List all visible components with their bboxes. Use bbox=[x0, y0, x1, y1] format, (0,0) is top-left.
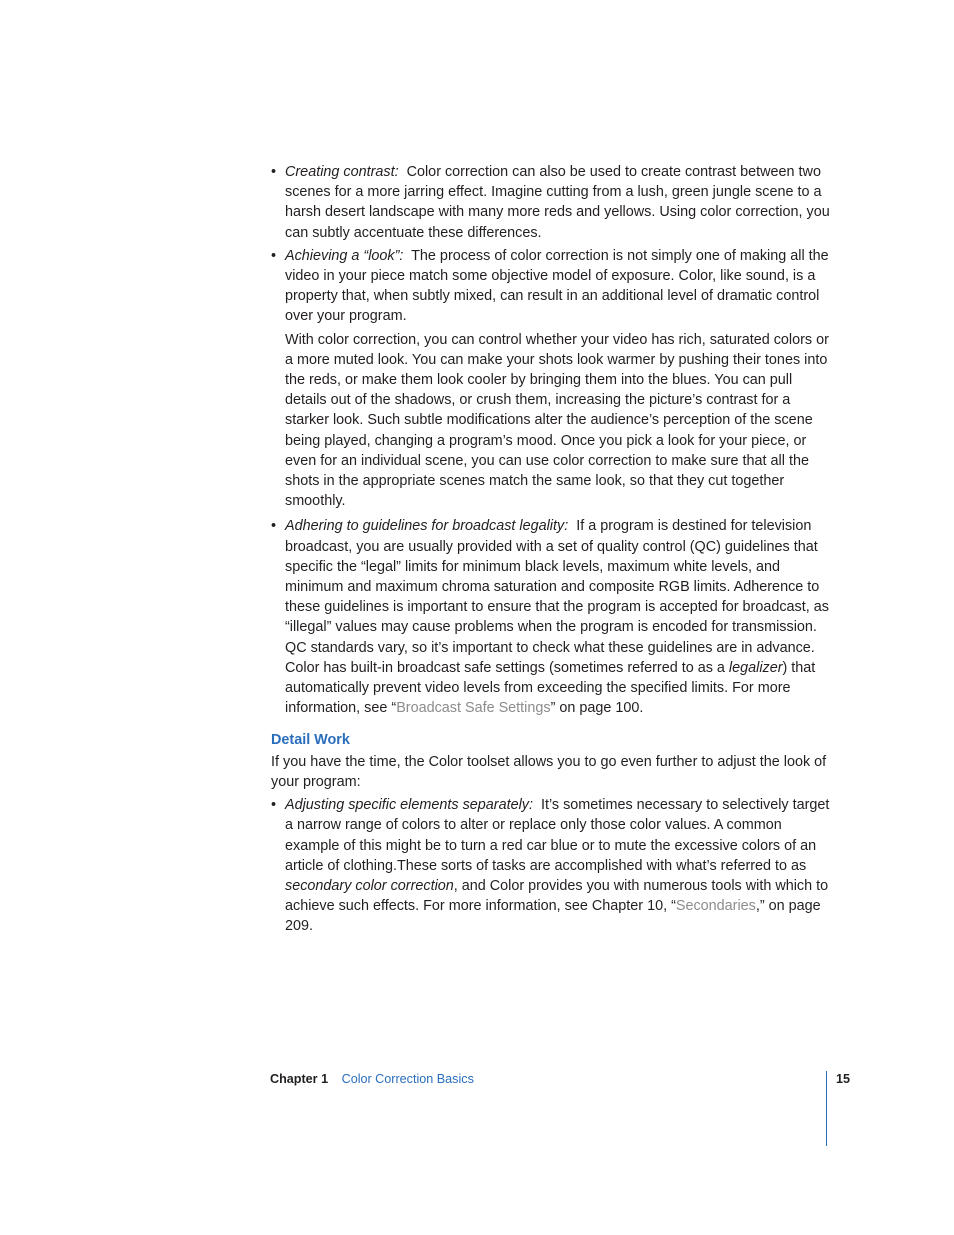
bullet-marker: • bbox=[271, 797, 277, 814]
bullet-creating-contrast bbox=[271, 162, 831, 243]
bullet-marker: • bbox=[271, 164, 277, 180]
page-footer bbox=[270, 1072, 474, 1086]
bullet-achieving-look bbox=[271, 246, 831, 327]
bullet-text-end: ,” on page 209. bbox=[285, 898, 821, 935]
footer-divider bbox=[826, 1071, 827, 1146]
footer-chapter: Chapter 1 bbox=[270, 1072, 329, 1086]
bullet-text-cont: ) that automatically prevent video levels from exceeding the specified limits. For more information, see “ bbox=[285, 659, 816, 717]
bullet-term: Adjusting specific elements separately: bbox=[285, 797, 533, 814]
secondary-term: secondary color correction bbox=[285, 877, 454, 894]
section-intro: If you have the time, the Color toolset allows you to go even further to adjust the look of your program: bbox=[271, 753, 827, 790]
bullet-text: It’s sometimes necessary to selectively target a narrow range of colors to alter or replace only those color values. A common example of this might be to turn a red car blue or to mute the excessive colors of an article of clothing.These sorts of tasks are accomplished with what’s referred to as bbox=[285, 797, 830, 874]
broadcast-safe-settings-link[interactable]: Broadcast Safe Settings bbox=[396, 700, 551, 717]
page-number: 15 bbox=[836, 1072, 851, 1086]
bullet-text: The process of color correction is not simply one of making all the video in your piece match some objective model of exposure. Color, like sound, is a property that, when subtly mixed, can result in an additional level of dramatic control over your program. bbox=[285, 247, 829, 325]
bullet-broadcast-legality bbox=[271, 516, 831, 718]
bullet-term: Creating contrast: bbox=[285, 164, 399, 180]
bullet-adjusting-elements bbox=[271, 795, 831, 936]
bullet-text: Color correction can also be used to create contrast between two scenes for a more jarring effect. Imagine cutting from a lush, green jungle scene to a harsh desert landscape with many more reds and yellows. Using color correction, you can subtly accentuate these differences. bbox=[285, 164, 830, 241]
page-body bbox=[271, 162, 831, 940]
bullet-text: If a program is destined for television broadcast, you are usually provided with a set of quality control (QC) guidelines that specific the “legal” limits for minimum black levels, maximum white levels, and minimum and maximum chroma saturation and composite RGB limits. Adherence to these guidelines is important to ensure that the program is accepted for broadcast, as “illegal” values may cause problems when the program is encoded for transmission. QC standards vary, so it’s important to check what these guidelines are in advance. Color has built-in broadcast safe settings (sometimes referred to as a bbox=[285, 518, 829, 676]
bullet-marker: • bbox=[271, 518, 277, 535]
bullet-term: Achieving a “look”: bbox=[285, 247, 404, 264]
bullet-marker: • bbox=[271, 247, 277, 264]
look-paragraph: With color correction, you can control whether your video has rich, saturated colors or a more muted look. You can make your shots look warmer by pushing their tones into the reds, or make them look cooler by bringing them into the blues. You can pull details out of the shadows, or crush them, increasing the picture’s contrast for a starker look. Such subtle modifications alter the audience’s perception of the scene being played, changing a program’s mood. Once you pick a look for your piece, or even for an individual scene, you can use color correction to make sure that all the shots in the appropriate scenes match the same look, so that they cut together smoothly. bbox=[285, 331, 829, 510]
footer-chapter-title: Color Correction Basics bbox=[341, 1072, 474, 1086]
section-heading: Detail Work bbox=[271, 732, 350, 749]
bullet-text-cont: , and Color provides you with numerous tools with which to achieve such effects. For more information, see Chapter 10, “ bbox=[285, 877, 829, 915]
legalizer-term: legalizer bbox=[728, 659, 783, 676]
bullet-term: Adhering to guidelines for broadcast legality: bbox=[285, 518, 569, 535]
bullet-text-end: ” on page 100. bbox=[550, 700, 644, 717]
secondaries-link[interactable]: Secondaries bbox=[675, 898, 756, 915]
